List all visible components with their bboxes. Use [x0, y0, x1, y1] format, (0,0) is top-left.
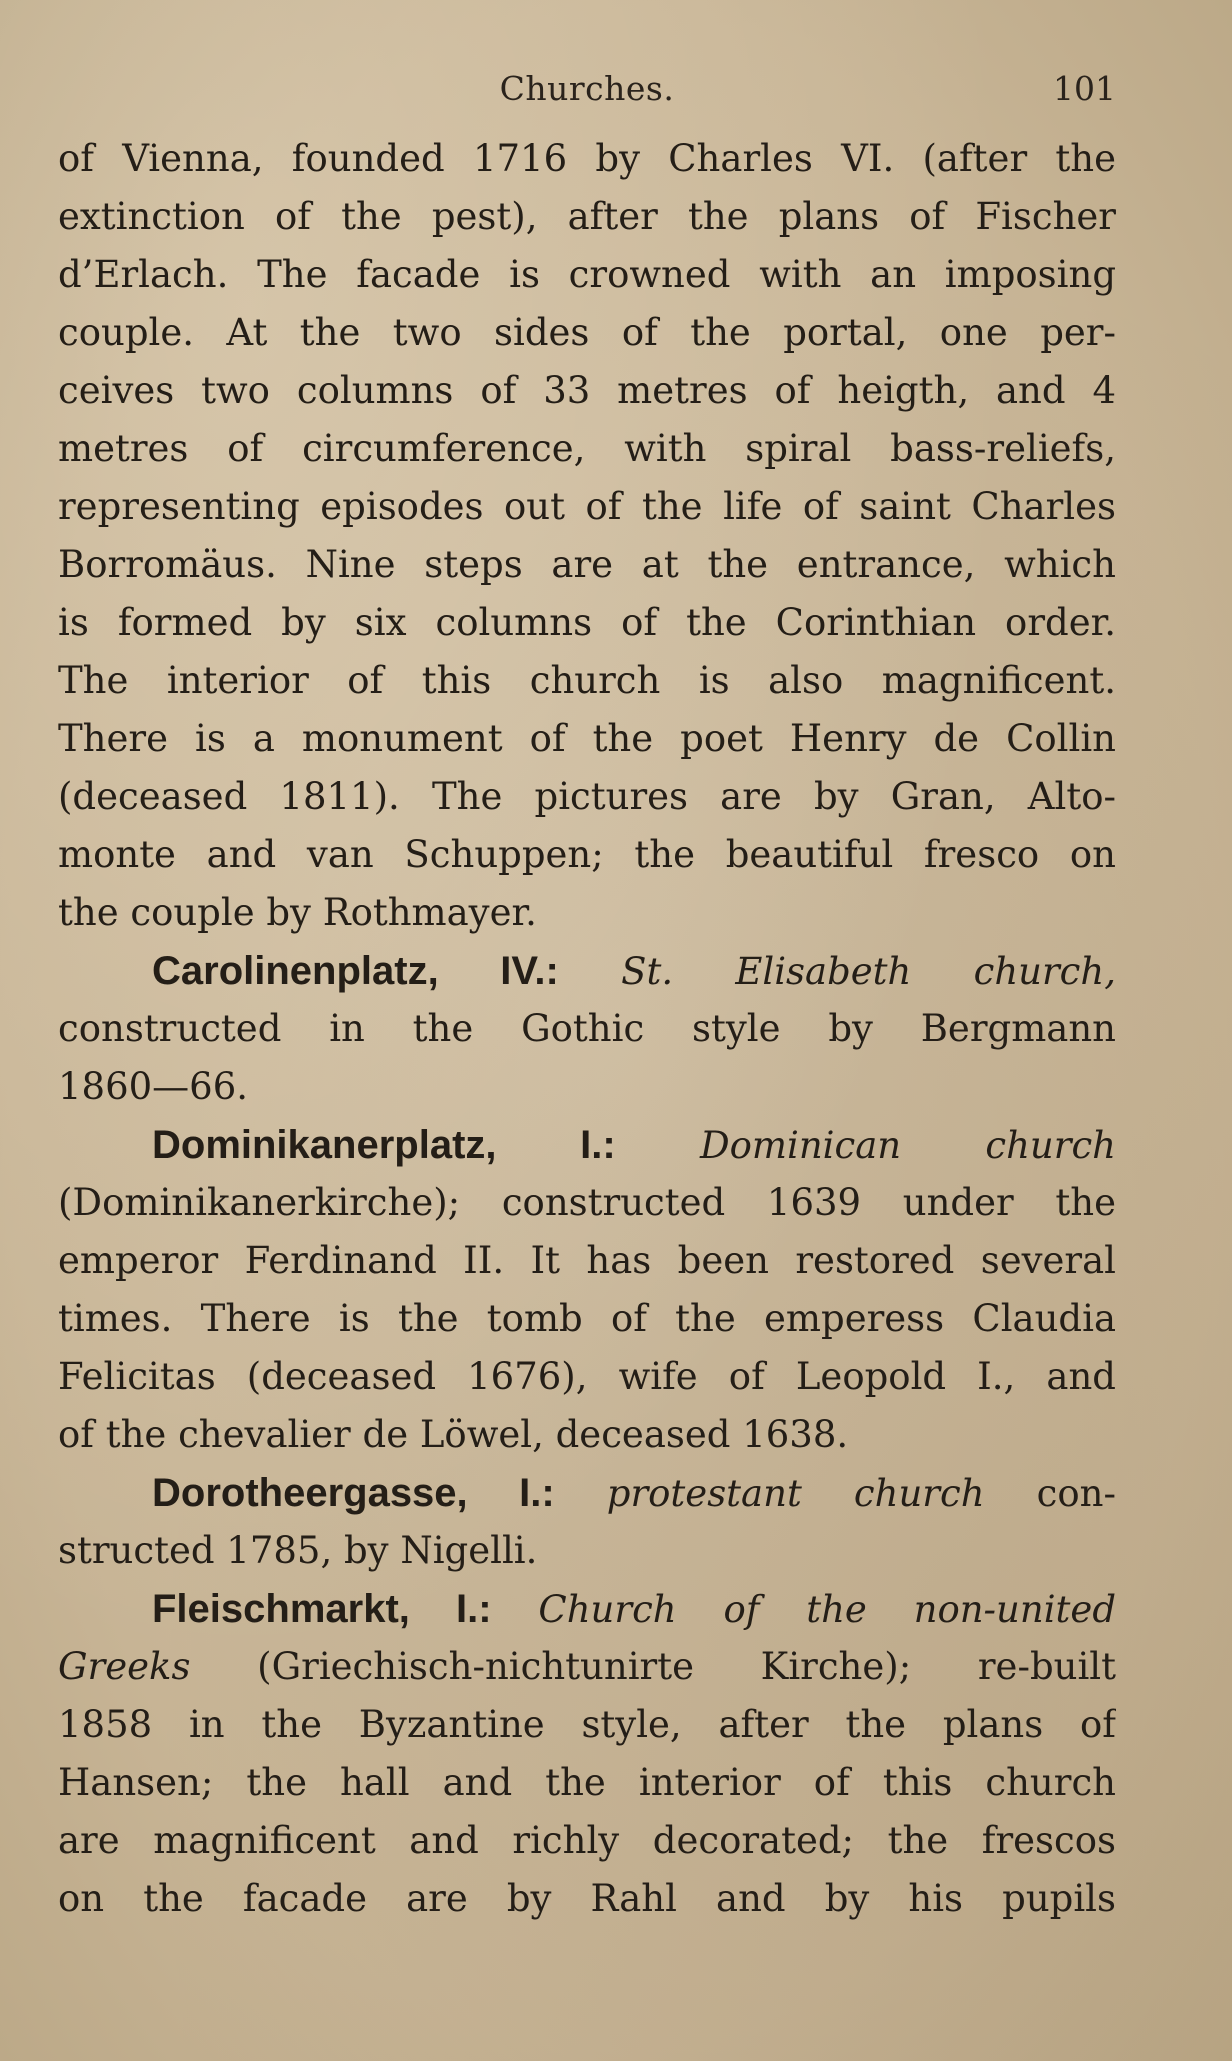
street-heading: Fleischmarkt, I.: [152, 1587, 492, 1631]
text-line: are magnificent and richly decorated; the frescos [58, 1819, 1116, 1862]
text-line: the couple by Rothmayer. [58, 891, 537, 934]
text-line: Felicitas (deceased 1676), wife of Leopold I., and [58, 1355, 1116, 1398]
line-text: con- [1036, 1472, 1116, 1515]
text-line: The interior of this church is also magnificent. [58, 659, 1116, 702]
text-line: monte and van Schuppen; the beautiful fresco on [58, 833, 1116, 876]
text-line: constructed in the Gothic style by Bergmann [58, 1007, 1116, 1050]
running-title: Churches. [499, 69, 675, 108]
text-line: is formed by six columns of the Corinthian order. [58, 601, 1116, 644]
text-line: metres of circumference, with spiral bass-reliefs, [58, 427, 1116, 470]
text-line: There is a monument of the poet Henry de Collin [58, 717, 1116, 760]
text-line: on the facade are by Rahl and by his pupils [58, 1877, 1116, 1920]
text-line: Hansen; the hall and the interior of this church [58, 1761, 1116, 1804]
text-line: (Dominikanerkirche); constructed 1639 under the [58, 1181, 1116, 1224]
text-line: of Vienna, founded 1716 by Charles VI. (after the [58, 137, 1116, 180]
body-text [58, 130, 1116, 1928]
church-name: Church of the non-united [538, 1588, 1116, 1631]
text-line [58, 1638, 1116, 1696]
page-number: 101 [1053, 69, 1116, 108]
text-line: times. There is the tomb of the emperess Claudia [58, 1297, 1116, 1340]
entry-heading-line [58, 942, 1116, 1000]
text-line: 1860—66. [58, 1065, 249, 1108]
text-line: (deceased 1811). The pictures are by Gran, Alto- [58, 775, 1116, 818]
text-line: structed 1785, by Nigelli. [58, 1529, 538, 1572]
text-line: couple. At the two sides of the portal, one per- [58, 311, 1116, 354]
street-heading: Carolinenplatz, IV.: [152, 949, 559, 993]
text-line: 1858 in the Byzantine style, after the plans of [58, 1703, 1116, 1746]
line-text: (Griechisch-nichtunirte Kirche); re-built [257, 1645, 1116, 1688]
church-name: Dominican church [699, 1124, 1116, 1167]
church-name-cont: Greeks [58, 1645, 191, 1688]
text-line: ceives two columns of 33 metres of heigth, and 4 [58, 369, 1116, 412]
street-heading: Dorotheergasse, I.: [152, 1471, 555, 1515]
street-heading: Dominikanerplatz, I.: [152, 1123, 616, 1167]
text-line: d’Erlach. The facade is crowned with an imposing [58, 253, 1116, 296]
text-line: extinction of the pest), after the plans of Fischer [58, 195, 1116, 238]
entry-heading-line [58, 1116, 1116, 1174]
church-name: St. Elisabeth church, [621, 950, 1116, 993]
entry-heading-line [58, 1580, 1116, 1638]
text-line: Borromäus. Nine steps are at the entrance, which [58, 543, 1116, 586]
text-line: of the chevalier de Löwel, deceased 1638. [58, 1413, 849, 1456]
entry-heading-line [58, 1464, 1116, 1522]
text-line: representing episodes out of the life of saint Charles [58, 485, 1116, 528]
church-name: protestant church [606, 1472, 985, 1515]
running-head [58, 66, 1116, 112]
text-line: emperor Ferdinand II. It has been restored several [58, 1239, 1116, 1282]
